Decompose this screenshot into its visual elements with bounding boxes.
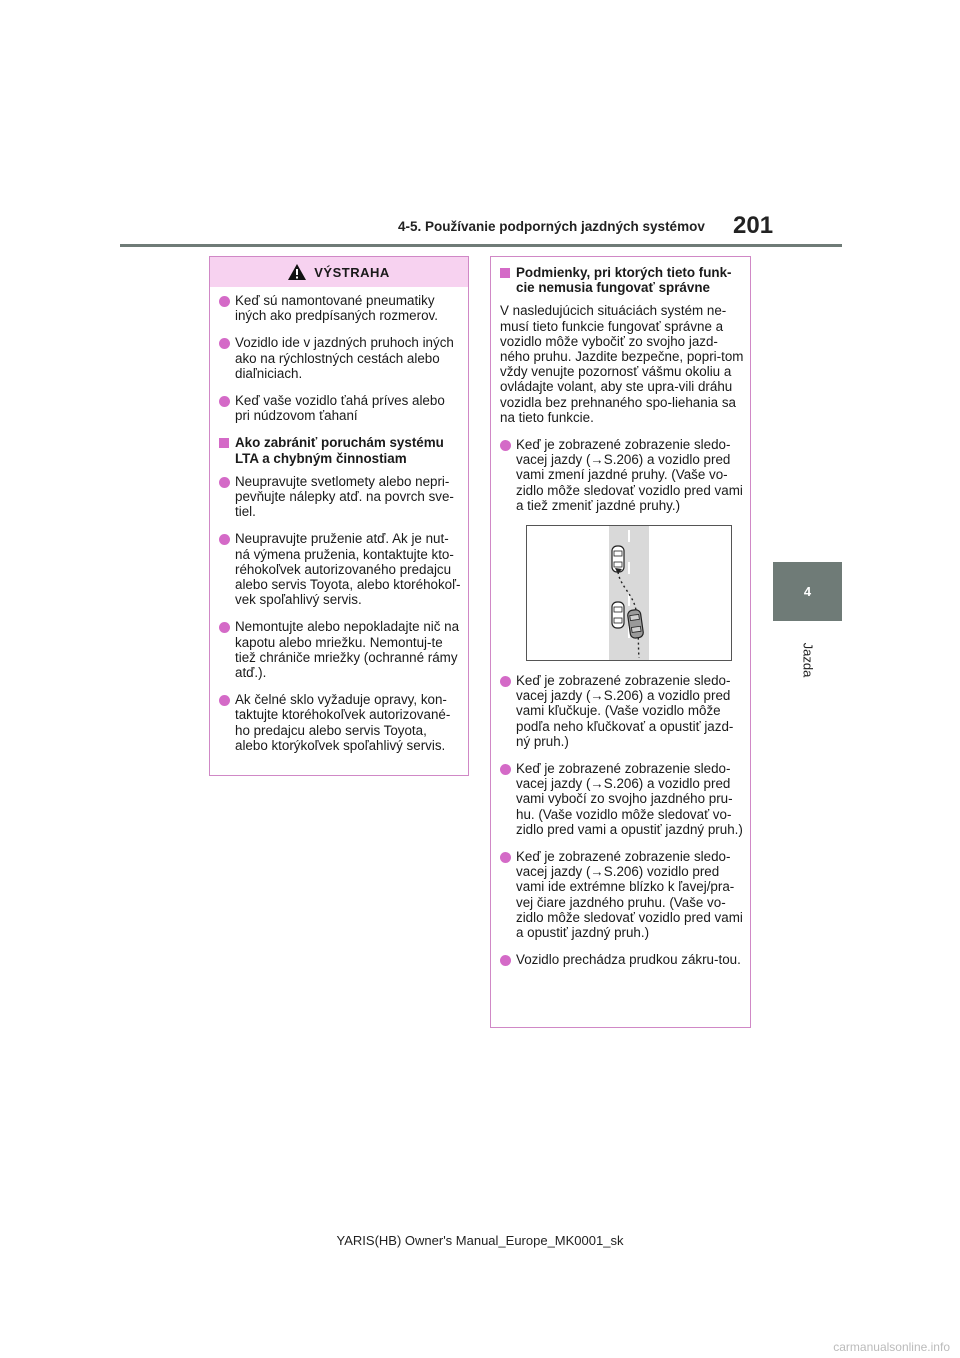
conditions-intro: V nasledujúcich situáciách systém ne-musí tieto funkcie fungovať správne a vozidlo môže vybočiť zo svojho jazd-ného pruhu. Jazdite bezpečne, popri-tom vždy venujte pozornosť vášmu okoliu a ovládajte volant, aby ste upra-vili dráhu vozidla bez prehnaného spo-liehania sa na tieto funkcie. — [500, 303, 744, 425]
list-item: Keď vaše vozidlo ťahá príves alebo pri núdzovom ťahaní — [219, 393, 462, 423]
bullet-icon — [500, 764, 511, 775]
list-item: Nemontujte alebo nepokladajte nič na kapotu alebo mriežku. Nemontuj-te tiež chrániče mriežky (ochranné rámy atď.). — [219, 619, 462, 680]
conditions-box — [490, 256, 751, 1028]
list-item: Neupravujte svetlomety alebo nepri-pevňujte nálepky atď. na povrch sve-tiel. — [219, 474, 462, 520]
list-item: Keď je zobrazené zobrazenie sledo-vacej jazdy (→S.206) vozidlo pred vami ide extrémne blízko k ľavej/pra-vej čiare jazdného pruhu. (Vaše vo-zidlo môže sledovať vozidlo pred vami a opustiť jazdný pruh.) — [500, 849, 744, 940]
warning-icon — [288, 264, 306, 280]
watermark: carmanualsonline.info — [833, 1340, 950, 1354]
footer-text: YARIS(HB) Owner's Manual_Europe_MK0001_sk — [336, 1233, 624, 1248]
second-car-icon — [612, 602, 624, 628]
list-item: Keď je zobrazené zobrazenie sledo-vacej jazdy (→S.206) a vozidlo pred vami vybočí zo svojho jazdného pru-hu. (Vaše vozidlo môže sledovať vo-zidlo pred vami a opustiť jazdný pruh.) — [500, 761, 744, 837]
chapter-number: 4 — [803, 584, 812, 599]
bullet-icon — [219, 534, 230, 545]
page-number: 201 — [733, 212, 774, 239]
header-rule — [120, 244, 842, 247]
bullet-icon — [219, 477, 230, 488]
bullet-icon — [500, 676, 511, 687]
bullet-icon — [500, 955, 511, 966]
bullet-icon — [219, 296, 230, 307]
chapter-label: Jazda — [800, 642, 816, 678]
list-item: Keď sú namontované pneumatiky iných ako predpísaných rozmerov. — [219, 293, 462, 323]
bullet-icon — [219, 695, 230, 706]
warning-header — [210, 257, 468, 287]
bullet-icon — [500, 440, 511, 451]
list-item: Keď je zobrazené zobrazenie sledo-vacej jazdy (→S.206) a vozidlo pred vami zmení jazdné pruhy. (Vaše vo-zidlo môže sledovať vozidlo pred vami a tiež zmeniť jazdné pruhy.) — [500, 437, 744, 513]
lane-change-illustration — [526, 525, 732, 661]
section-title: 4-5. Používanie podporných jazdných systémov — [398, 219, 705, 234]
subheading: Ako zabrániť poruchám systému LTA a chybným činnostiam — [219, 435, 462, 465]
list-item: Vozidlo prechádza prudkou zákru-tou. — [500, 952, 744, 967]
lead-car-icon — [612, 546, 624, 572]
bullet-icon — [500, 852, 511, 863]
list-item: Ak čelné sklo vyžaduje opravy, kon-taktujte ktoréhokoľvek autorizované-ho predajcu alebo servis Toyota, alebo ktorýkoľvek spoľahlivý servis. — [219, 692, 462, 753]
road-diagram — [527, 526, 731, 660]
chapter-tab[interactable] — [773, 562, 842, 621]
list-item: Keď je zobrazené zobrazenie sledo-vacej jazdy (→S.206) a vozidlo pred vami kľučkuje. (Vaše vozidlo môže podľa neho kľučkovať a opustiť jazd-ný pruh.) — [500, 673, 744, 749]
bullet-icon — [219, 338, 230, 349]
square-bullet-icon — [219, 438, 229, 448]
conditions-heading: Podmienky, pri ktorých tieto funk-cie nemusia fungovať správne — [500, 265, 744, 295]
warning-title: VÝSTRAHA — [314, 264, 390, 280]
list-item: Neupravujte pruženie atď. Ak je nut-ná výmena pruženia, kontaktujte kto-réhokoľvek autorizovaného predajcu alebo servis Toyota, alebo ktoréhokoľ-vek spoľahlivý servis. — [219, 531, 462, 607]
square-bullet-icon — [500, 268, 510, 278]
bullet-icon — [219, 622, 230, 633]
list-item: Vozidlo ide v jazdných pruhoch iných ako na rýchlostných cestách alebo diaľniciach. — [219, 335, 462, 381]
warning-box — [209, 256, 469, 776]
bullet-icon — [219, 396, 230, 407]
